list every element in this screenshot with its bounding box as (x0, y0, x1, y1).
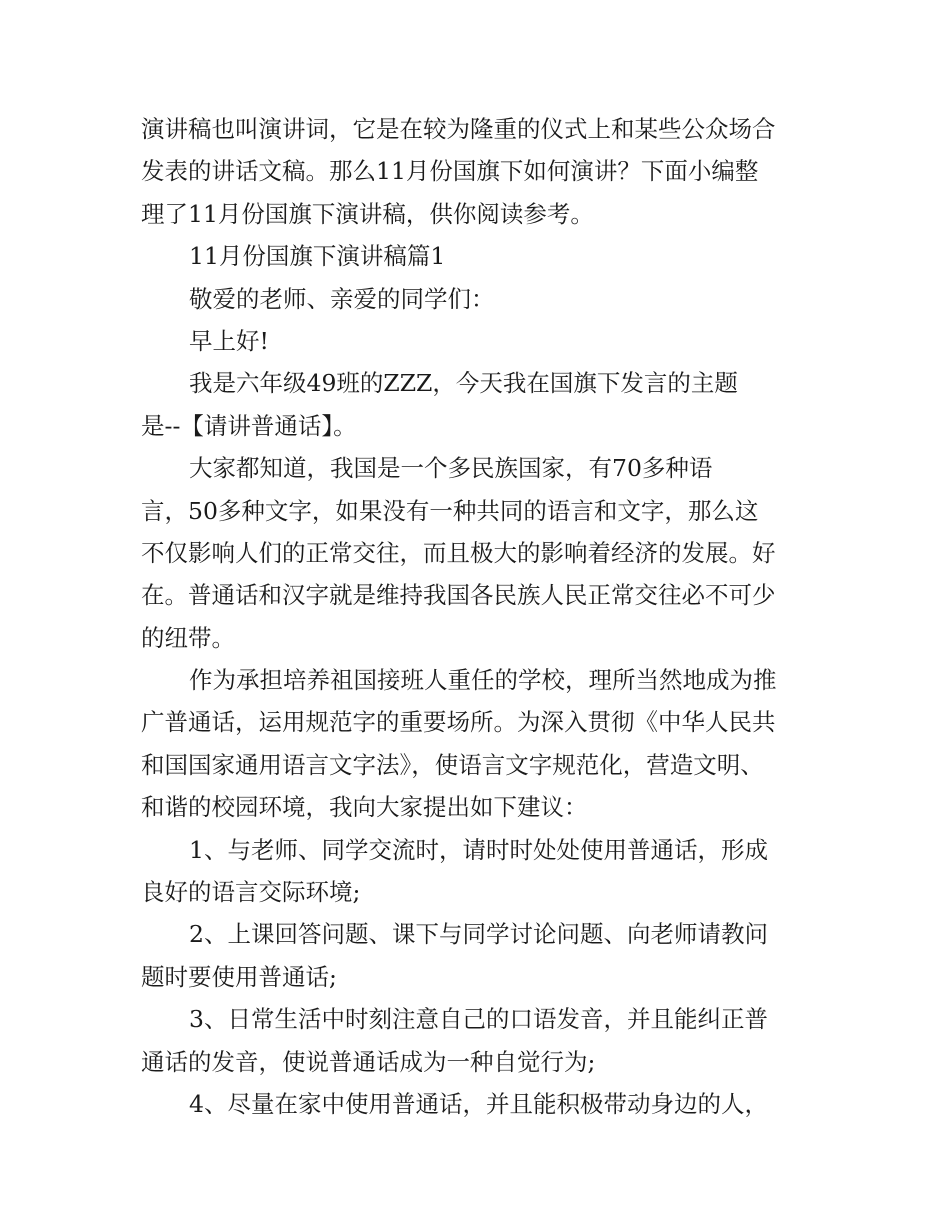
text-line: 广普通话，运用规范字的重要场所。为深入贯彻《中华人民共 (141, 708, 776, 737)
text-line: 1、与老师、同学交流时，请时时处处使用普通话，形成 (189, 835, 768, 864)
text-line: 2、上课回答问题、课下与同学讨论问题、向老师请教问 (189, 920, 768, 949)
document-body (141, 108, 813, 1125)
text-line: 大家都知道，我国是一个多民族国家，有70多种语 (189, 454, 713, 483)
text-line: 题时要使用普通话; (141, 962, 337, 991)
text-line: 言，50多种文字，如果没有一种共同的语言和文字，那么这 (141, 496, 759, 525)
text-line: 我是六年级49班的ZZZ，今天我在国旗下发言的主题 (189, 369, 738, 398)
text-line: 发表的讲话文稿。那么11月份国旗下如何演讲？下面小编整 (141, 157, 759, 186)
text-line: 3、日常生活中时刻注意自己的口语发音，并且能纠正普 (189, 1005, 768, 1034)
text-line: 理了11月份国旗下演讲稿，供你阅读参考。 (141, 199, 594, 228)
text-line: 11月份国旗下演讲稿篇1 (189, 242, 446, 271)
text-line: 是--【请讲普通话】。 (141, 411, 357, 440)
text-line: 良好的语言交际环境; (141, 878, 361, 907)
text-line: 不仅影响人们的正常交往，而且极大的影响着经济的发展。好 (141, 538, 776, 567)
text-line: 和国国家通用语言文字法》，使语言文字规范化，营造文明、 (141, 750, 764, 779)
text-line: 在。普通话和汉字就是维持我国各民族人民正常交往必不可少 (141, 581, 776, 610)
text-line: 4、尽量在家中使用普通话，并且能积极带动身边的人， (189, 1089, 768, 1118)
text-line: 和谐的校园环境，我向大家提出如下建议： (141, 793, 588, 822)
text-line: 早上好! (189, 326, 269, 355)
text-line: 通话的发音，使说普通话成为一种自觉行为; (141, 1047, 596, 1076)
text-line: 敬爱的老师、亲爱的同学们： (189, 284, 495, 313)
text-line: 的纽带。 (141, 623, 235, 652)
text-line: 演讲稿也叫演讲词，它是在较为隆重的仪式上和某些公众场合 (141, 115, 776, 143)
text-line: 作为承担培养祖国接班人重任的学校，理所当然地成为推 (189, 666, 777, 695)
